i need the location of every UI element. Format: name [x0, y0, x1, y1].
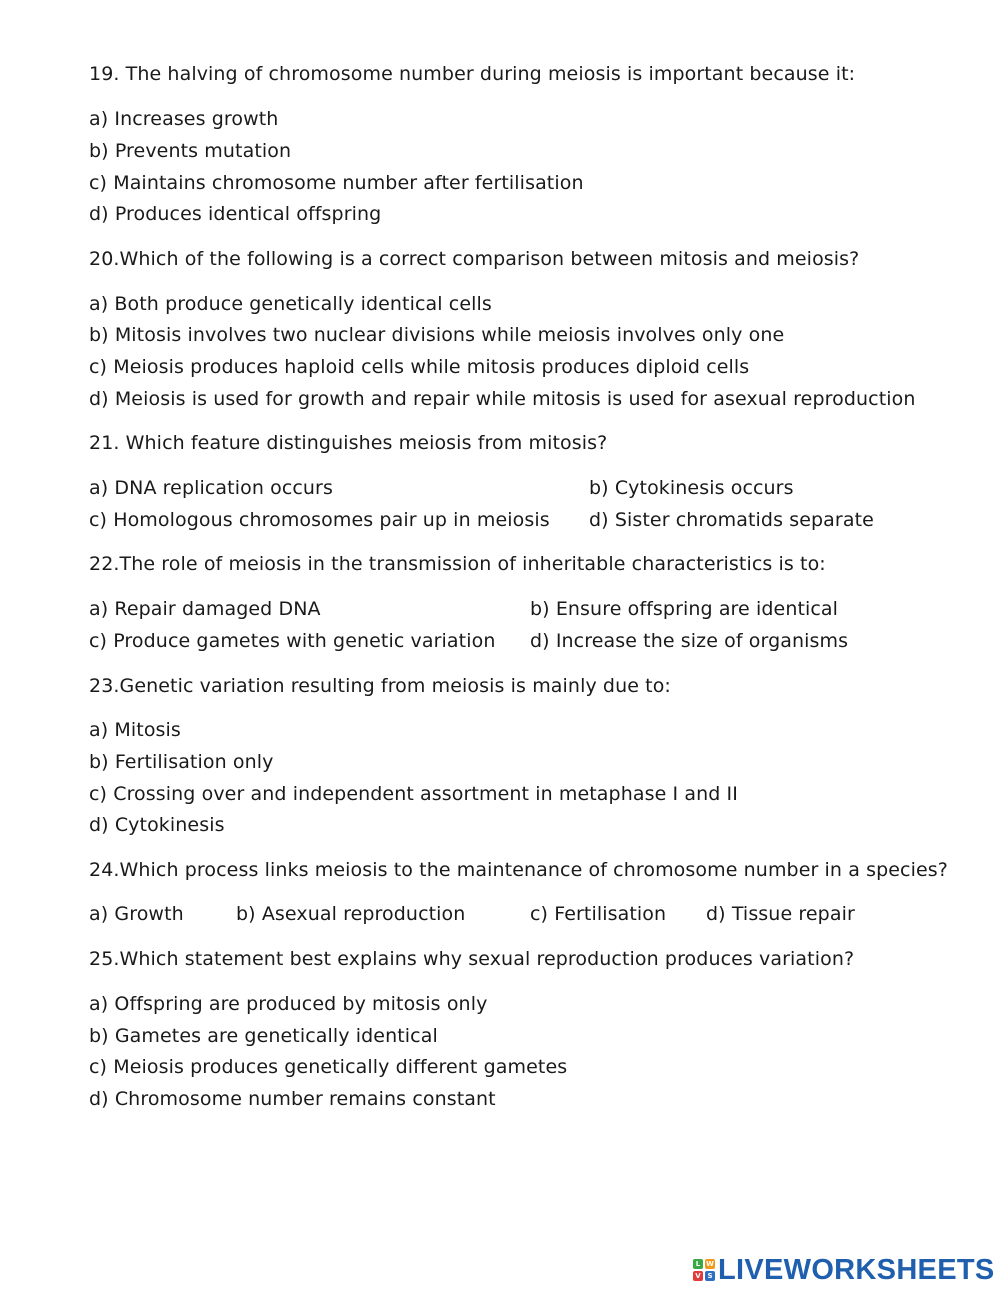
question-22-text: 22.The role of meiosis in the transmission of inheritable characteristics is to:	[89, 553, 826, 575]
logo-tile-2: W	[706, 1260, 714, 1268]
q25-option-c[interactable]: c) Meiosis produces genetically different gametes	[89, 1056, 568, 1078]
q21-option-b[interactable]: b) Cytokinesis occurs	[589, 477, 794, 499]
q22-option-b[interactable]: b) Ensure offspring are identical	[530, 598, 839, 620]
q20-option-b[interactable]: b) Mitosis involves two nuclear divisions while meiosis involves only one	[89, 324, 785, 346]
q22-option-d[interactable]: d) Increase the size of organisms	[530, 630, 849, 652]
q21-option-d[interactable]: d) Sister chromatids separate	[589, 509, 874, 531]
q24-option-a[interactable]: a) Growth	[89, 903, 184, 925]
logo-tile-4: S	[705, 1271, 715, 1281]
q19-option-a[interactable]: a) Increases growth	[89, 108, 279, 130]
q24-option-c[interactable]: c) Fertilisation	[530, 903, 667, 925]
question-24-text: 24.Which process links meiosis to the maintenance of chromosome number in a species?	[89, 859, 948, 881]
logo-tile-1: L	[693, 1259, 703, 1269]
q25-option-b[interactable]: b) Gametes are genetically identical	[89, 1025, 438, 1047]
logo-tile-3: V	[693, 1271, 703, 1281]
q22-option-a[interactable]: a) Repair damaged DNA	[89, 598, 321, 620]
question-25-text: 25.Which statement best explains why sexual reproduction produces variation?	[89, 948, 855, 970]
question-21-text: 21. Which feature distinguishes meiosis from mitosis?	[89, 432, 608, 454]
q23-option-d[interactable]: d) Cytokinesis	[89, 814, 225, 836]
q25-option-a[interactable]: a) Offspring are produced by mitosis only	[89, 993, 488, 1015]
liveworksheets-logo	[693, 1255, 995, 1285]
question-19-text: 19. The halving of chromosome number during meiosis is important because it:	[89, 63, 856, 85]
q20-option-d[interactable]: d) Meiosis is used for growth and repair while mitosis is used for asexual reproduction	[89, 388, 916, 410]
q23-option-b[interactable]: b) Fertilisation only	[89, 751, 274, 773]
q20-option-c[interactable]: c) Meiosis produces haploid cells while mitosis produces diploid cells	[89, 356, 750, 378]
q19-option-c[interactable]: c) Maintains chromosome number after fertilisation	[89, 172, 584, 194]
q21-option-a[interactable]: a) DNA replication occurs	[89, 477, 333, 499]
question-20-text: 20.Which of the following is a correct comparison between mitosis and meiosis?	[89, 248, 860, 270]
liveworksheets-logo-text: LIVEWORKSHEETS	[718, 1253, 995, 1286]
q19-option-b[interactable]: b) Prevents mutation	[89, 140, 292, 162]
liveworksheets-logo-icon	[693, 1259, 715, 1281]
q23-option-c[interactable]: c) Crossing over and independent assortment in metaphase I and II	[89, 783, 738, 805]
q23-option-a[interactable]: a) Mitosis	[89, 719, 181, 741]
q25-option-d[interactable]: d) Chromosome number remains constant	[89, 1088, 496, 1110]
q22-option-c[interactable]: c) Produce gametes with genetic variation	[89, 630, 496, 652]
q24-option-b[interactable]: b) Asexual reproduction	[236, 903, 466, 925]
q20-option-a[interactable]: a) Both produce genetically identical cells	[89, 293, 492, 315]
q24-option-d[interactable]: d) Tissue repair	[706, 903, 855, 925]
q21-option-c[interactable]: c) Homologous chromosomes pair up in meiosis	[89, 509, 550, 531]
q19-option-d[interactable]: d) Produces identical offspring	[89, 203, 382, 225]
question-23-text: 23.Genetic variation resulting from meiosis is mainly due to:	[89, 675, 671, 697]
